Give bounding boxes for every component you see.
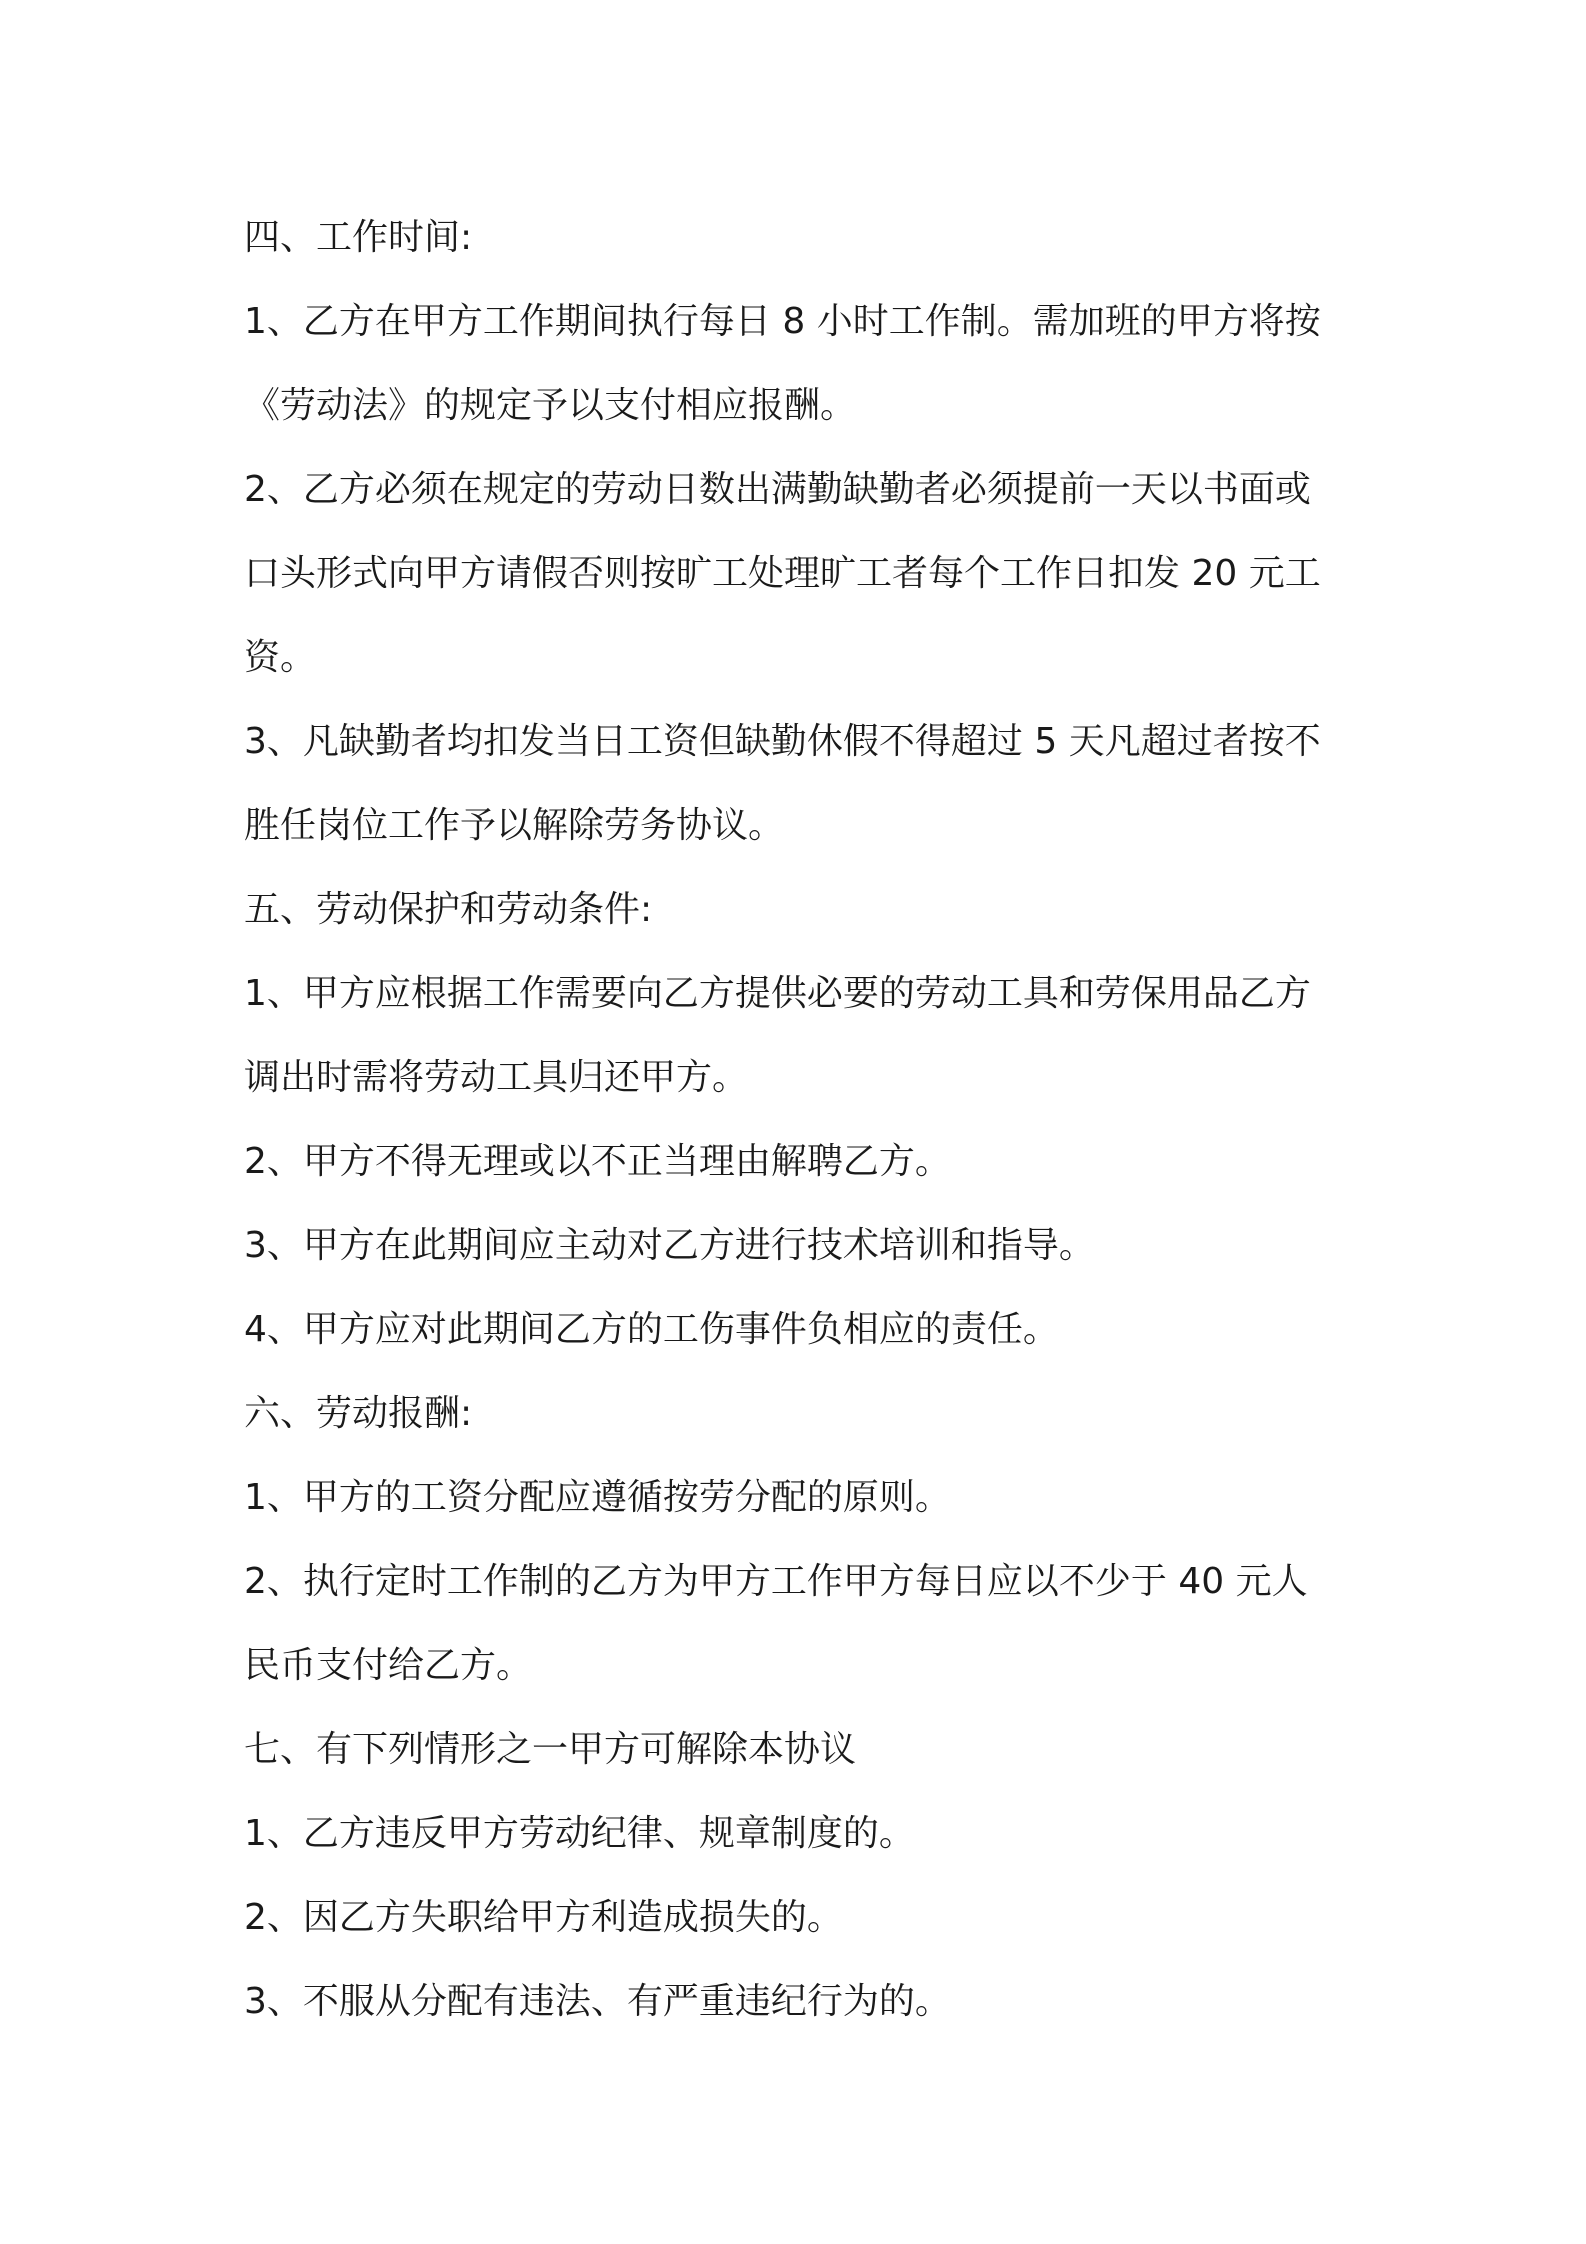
paragraph-line: 资。	[244, 637, 317, 678]
paragraph-line: 3、甲方在此期间应主动对乙方进行技术培训和指导。	[244, 1225, 1095, 1266]
paragraph-line: 民币支付给乙方。	[244, 1645, 533, 1686]
paragraph-line: 调出时需将劳动工具归还甲方。	[244, 1057, 749, 1098]
document-body	[244, 196, 1360, 2044]
paragraph-line: 1、乙方在甲方工作期间执行每日 8 小时工作制。需加班的甲方将按	[244, 301, 1321, 342]
paragraph-line: 胜任岗位工作予以解除劳务协议。	[244, 805, 785, 846]
section-heading-work-hours: 四、工作时间:	[244, 217, 473, 258]
paragraph-line: 2、乙方必须在规定的劳动日数出满勤缺勤者必须提前一天以书面或	[244, 469, 1311, 510]
paragraph-line: 1、甲方应根据工作需要向乙方提供必要的劳动工具和劳保用品乙方	[244, 973, 1311, 1014]
paragraph-line: 4、甲方应对此期间乙方的工伤事件负相应的责任。	[244, 1309, 1059, 1350]
paragraph-line: 2、甲方不得无理或以不正当理由解聘乙方。	[244, 1141, 951, 1182]
section-heading-labor-protection: 五、劳动保护和劳动条件:	[244, 889, 653, 930]
section-heading-termination: 七、有下列情形之一甲方可解除本协议	[244, 1729, 857, 1770]
paragraph-line: 1、乙方违反甲方劳动纪律、规章制度的。	[244, 1813, 915, 1854]
paragraph-line: 2、执行定时工作制的乙方为甲方工作甲方每日应以不少于 40 元人	[244, 1561, 1308, 1602]
paragraph-line: 3、不服从分配有违法、有严重违纪行为的。	[244, 1981, 951, 2022]
paragraph-line: 2、因乙方失职给甲方利造成损失的。	[244, 1897, 843, 1938]
section-heading-remuneration: 六、劳动报酬:	[244, 1393, 473, 1434]
paragraph-line: 1、甲方的工资分配应遵循按劳分配的原则。	[244, 1477, 951, 1518]
paragraph-line: 3、凡缺勤者均扣发当日工资但缺勤休假不得超过 5 天凡超过者按不	[244, 721, 1321, 762]
paragraph-line: 《劳动法》的规定予以支付相应报酬。	[244, 385, 857, 426]
paragraph-line: 口头形式向甲方请假否则按旷工处理旷工者每个工作日扣发 20 元工	[244, 553, 1321, 594]
